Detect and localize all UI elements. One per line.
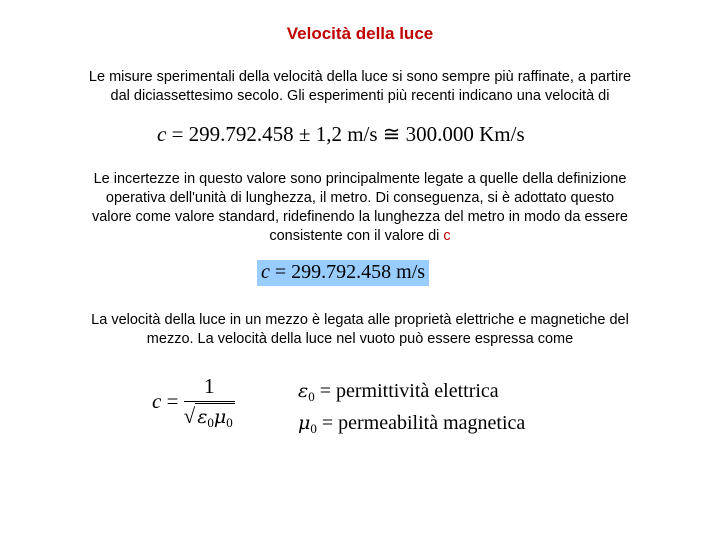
intro-paragraph bbox=[20, 68, 700, 106]
intro-line-1: Le misure sperimentali della velocità della luce si sono sempre più raffinate, a partire bbox=[88, 69, 632, 85]
epsilon-subscript: 0 bbox=[308, 389, 315, 404]
fraction-denominator bbox=[184, 402, 235, 429]
medium-line-1: La velocità della luce in un mezzo è legata alle proprietà elettriche e magnetiche del bbox=[91, 312, 629, 328]
eq2-variable: c bbox=[261, 261, 270, 283]
definition-permeability bbox=[298, 407, 525, 439]
epsilon-symbol: ε bbox=[197, 406, 208, 428]
highlighted-equation bbox=[257, 260, 429, 286]
equation-speed-measured bbox=[157, 122, 525, 147]
uncertainty-line-1: Le incertezze in questo valore sono principalmente legate a quelle della definizione bbox=[93, 171, 627, 187]
fraction bbox=[184, 374, 235, 429]
page-title: Velocità della luce bbox=[286, 24, 434, 43]
mu-symbol: μ bbox=[298, 412, 311, 434]
epsilon-symbol: ε bbox=[298, 380, 309, 402]
equation-speed-vacuum bbox=[152, 374, 235, 429]
fraction-numerator: 1 bbox=[184, 374, 235, 402]
permeability-label: = permeabilità magnetica bbox=[321, 412, 526, 434]
eq3-equals: = bbox=[166, 389, 179, 413]
uncertainty-line-2: operativa dell'unità di lunghezza, il metro. Di conseguenza, si è adottato questo bbox=[105, 190, 615, 206]
medium-line-2: mezzo. La velocità della luce nel vuoto può essere espressa come bbox=[146, 331, 574, 347]
eq1-variable: c bbox=[157, 122, 167, 146]
eq3-variable: c bbox=[152, 389, 162, 413]
mu-subscript: 0 bbox=[310, 421, 317, 436]
sqrt-radicand bbox=[195, 403, 235, 428]
permittivity-label: = permittività elettrica bbox=[319, 380, 499, 402]
eq1-value: = 299.792.458 ± 1,2 m/s ≅ 300.000 Km/s bbox=[171, 122, 525, 146]
uncertainty-line-4 bbox=[20, 227, 700, 246]
symbol-c: c bbox=[443, 228, 451, 244]
symbol-definitions bbox=[298, 375, 525, 439]
uncertainty-line-3: valore come valore standard, ridefinendo la lunghezza del metro in modo da essere bbox=[91, 209, 628, 225]
mu-subscript: 0 bbox=[226, 415, 233, 430]
sqrt-sign: √ bbox=[183, 404, 196, 428]
epsilon-subscript: 0 bbox=[207, 415, 214, 430]
mu-symbol: μ bbox=[213, 406, 227, 428]
uncertainty-paragraph bbox=[20, 170, 700, 246]
intro-line-2: dal diciassettesimo secolo. Gli esperimenti più recenti indicano una velocità di bbox=[110, 88, 610, 104]
definition-permittivity bbox=[298, 375, 525, 407]
equation-speed-standard bbox=[257, 261, 429, 284]
medium-paragraph bbox=[20, 311, 700, 349]
uncertainty-line-4-text: consistente con il valore di bbox=[269, 228, 440, 244]
eq2-value: = 299.792.458 m/s bbox=[274, 261, 426, 283]
